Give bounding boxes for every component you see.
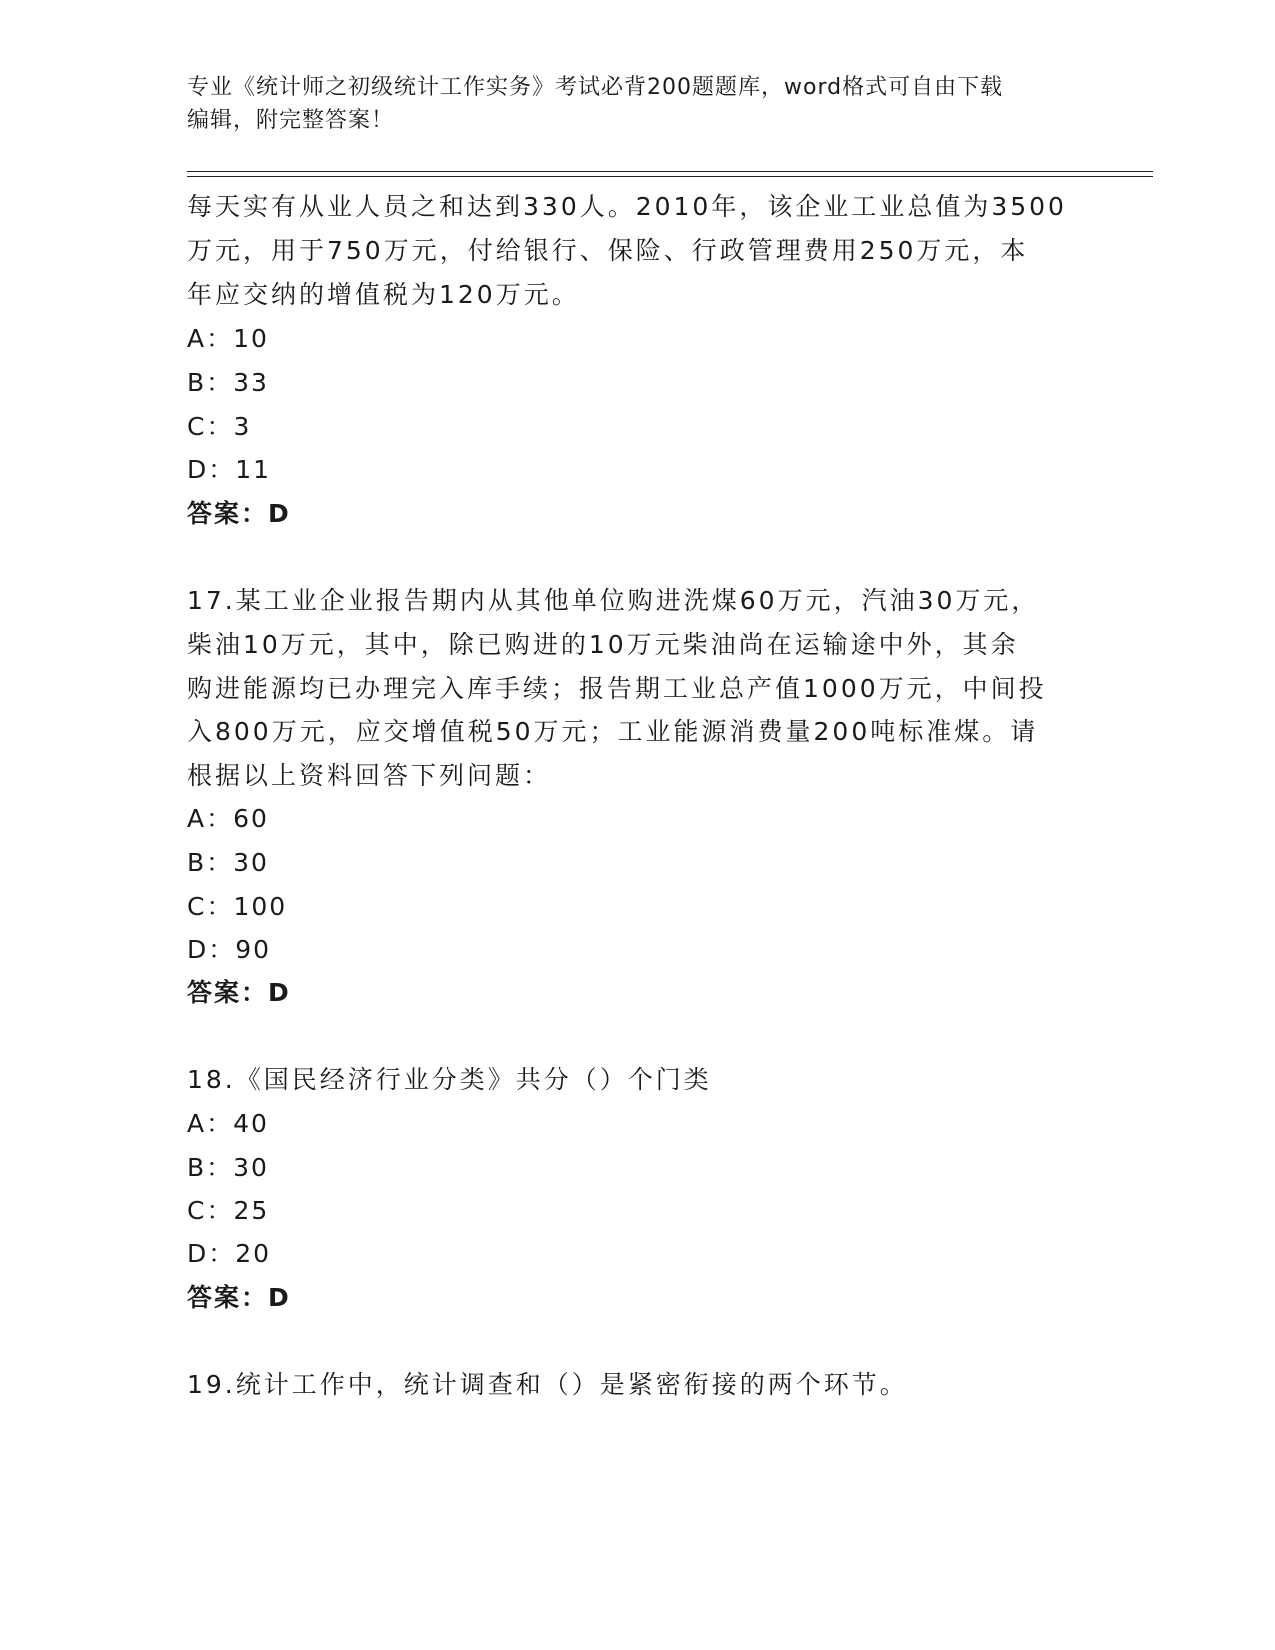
question-16-line-1: 每天实有从业人员之和达到330人。2010年，该企业工业总值为3500 (187, 192, 1067, 221)
question-18-option-b: B：30 (187, 1153, 269, 1182)
question-18-answer: 答案：D (187, 1283, 291, 1312)
question-16-line-3: 年应交纳的增值税为120万元。 (187, 280, 580, 309)
question-19-line-1: 19.统计工作中，统计调查和（）是紧密衔接的两个环节。 (187, 1370, 908, 1399)
question-16-answer: 答案：D (187, 499, 291, 528)
question-18-line-1: 18.《国民经济行业分类》共分（）个门类 (187, 1065, 712, 1094)
header-rule-top (187, 171, 1153, 172)
question-18-option-c: C：25 (187, 1196, 270, 1225)
question-17-line-3: 购进能源均已办理完入库手续；报告期工业总产值1000万元，中间投 (187, 674, 1047, 703)
question-16-option-a: A：10 (187, 324, 269, 353)
question-17-option-b: B：30 (187, 848, 269, 877)
question-16-option-c: C：3 (187, 412, 252, 441)
question-18-option-a: A：40 (187, 1109, 269, 1138)
question-17-option-a: A：60 (187, 804, 269, 833)
document-header-line-1: 专业《统计师之初级统计工作实务》考试必背200题题库，word格式可自由下载 (187, 75, 1004, 100)
question-17-line-1: 17.某工业企业报告期内从其他单位购进洗煤60万元，汽油30万元， (187, 586, 1040, 615)
question-16-option-b: B：33 (187, 368, 269, 397)
question-18-option-d: D：20 (187, 1239, 272, 1268)
question-17-option-d: D：90 (187, 935, 272, 964)
question-17-answer: 答案：D (187, 978, 291, 1007)
question-17-line-5: 根据以上资料回答下列问题： (187, 761, 552, 790)
header-rule-bottom (187, 176, 1153, 177)
document-header-line-2: 编辑，附完整答案！ (187, 108, 395, 133)
question-16-line-2: 万元，用于750万元，付给银行、保险、行政管理费用250万元，本 (187, 236, 1029, 265)
question-17-line-4: 入800万元，应交增值税50万元；工业能源消费量200吨标准煤。请 (187, 717, 1039, 746)
question-17-option-c: C：100 (187, 892, 288, 921)
question-17-line-2: 柴油10万元，其中，除已购进的10万元柴油尚在运输途中外，其余 (187, 630, 1019, 659)
question-16-option-d: D：11 (187, 455, 272, 484)
